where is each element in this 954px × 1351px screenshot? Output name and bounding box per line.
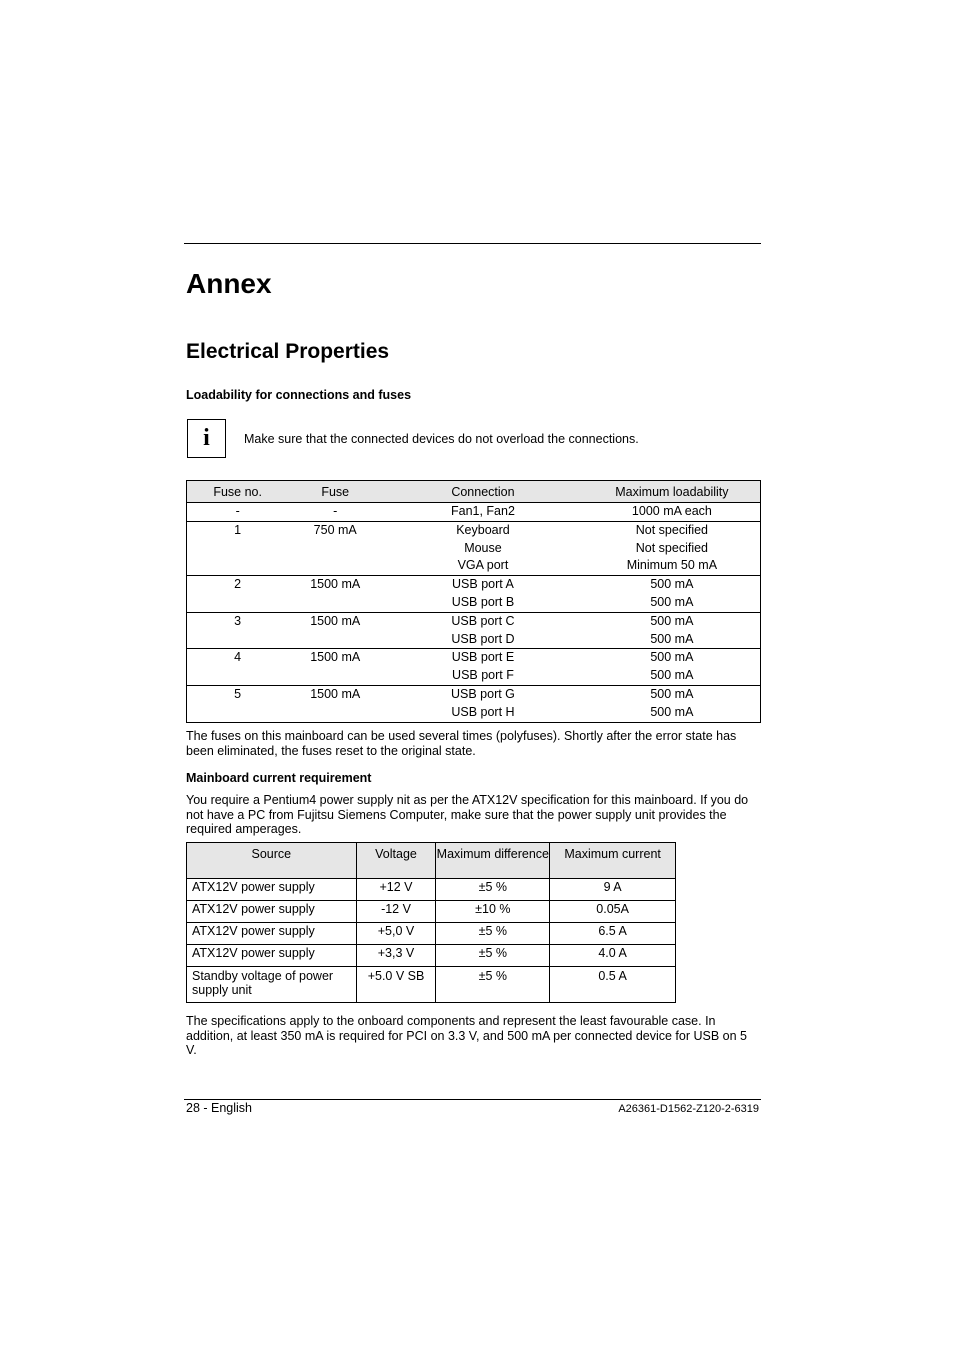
table-row: 4 1500 mA USB port E 500 mA (187, 649, 761, 667)
header-voltage: Voltage (356, 843, 436, 879)
table-row: - - Fan1, Fan2 1000 mA each (235, 504, 712, 518)
table-row: USB port B 500 mA (451, 594, 694, 609)
table-row: USB port D 500 mA (451, 631, 694, 646)
table-row: ATX12V power supply -12 V ±10 % 0.05A (187, 901, 676, 923)
table-row: 5 1500 mA USB port G 500 mA (187, 685, 761, 703)
table-row: 2 1500 mA USB port A 500 mA (187, 576, 761, 594)
top-rule (184, 243, 761, 244)
fuse-table (186, 480, 761, 723)
table-row: Mouse Not specified (464, 540, 709, 555)
document-id: A26361-D1562-Z120-2-6319 (618, 1103, 759, 1115)
polyfuse-note: The fuses on this mainboard can be used several times (polyfuses). Shortly after the error state has been eliminated, the fuses reset to the original state. (186, 729, 737, 758)
header-max-loadability: Maximum loadability (584, 481, 761, 503)
table-row: Standby voltage of power supply unit +5.0 V SB ±5 % 0.5 A (187, 967, 676, 1003)
current-table-header (187, 843, 676, 879)
info-icon: i (187, 419, 226, 458)
fuse-table-header (187, 481, 761, 503)
loadability-heading: Loadability for connections and fuses (186, 388, 412, 402)
table-row: VGA port Minimum 50 mA (457, 558, 718, 573)
bottom-rule (184, 1099, 761, 1100)
specification-note: The specifications apply to the onboard components and represent the least favourable case. In addition, at least 350 mA is required for PCI on 3.3 V, and 500 mA per connected device for USB on 5 V. (186, 1014, 747, 1057)
table-row: 3 1500 mA USB port C 500 mA (187, 612, 761, 630)
chapter-title: Annex (186, 268, 272, 299)
current-intro: You require a Pentium4 power supply nit as per the ATX12V specification for this mainboard. If you do not have a PC from Fujitsu Siemens Computer, make sure that the power supply unit provides the required amperages. (186, 793, 749, 836)
page-number: 28 - English (186, 1101, 253, 1115)
table-row: 1 750 mA Keyboard Not specified (187, 521, 761, 539)
table-row: ATX12V power supply +12 V ±5 % 9 A (187, 879, 676, 901)
table-row: ATX12V power supply +5,0 V ±5 % 6.5 A (187, 923, 676, 945)
header-max-current: Maximum current (550, 843, 676, 879)
header-source: Source (187, 843, 357, 879)
table-row: USB port F 500 mA (452, 668, 694, 683)
info-note: Make sure that the connected devices do not overload the connections. (244, 432, 639, 446)
header-fuse: Fuse (288, 481, 382, 503)
section-title: Electrical Properties (186, 340, 390, 363)
table-row: ATX12V power supply +3,3 V ±5 % 4.0 A (187, 945, 676, 967)
header-fuse-no: Fuse no. (187, 481, 289, 503)
current-table (186, 842, 676, 1003)
current-heading: Mainboard current requirement (186, 771, 372, 785)
header-connection: Connection (382, 481, 584, 503)
header-max-difference: Maximum difference (436, 843, 550, 879)
table-row: USB port H 500 mA (451, 704, 694, 719)
